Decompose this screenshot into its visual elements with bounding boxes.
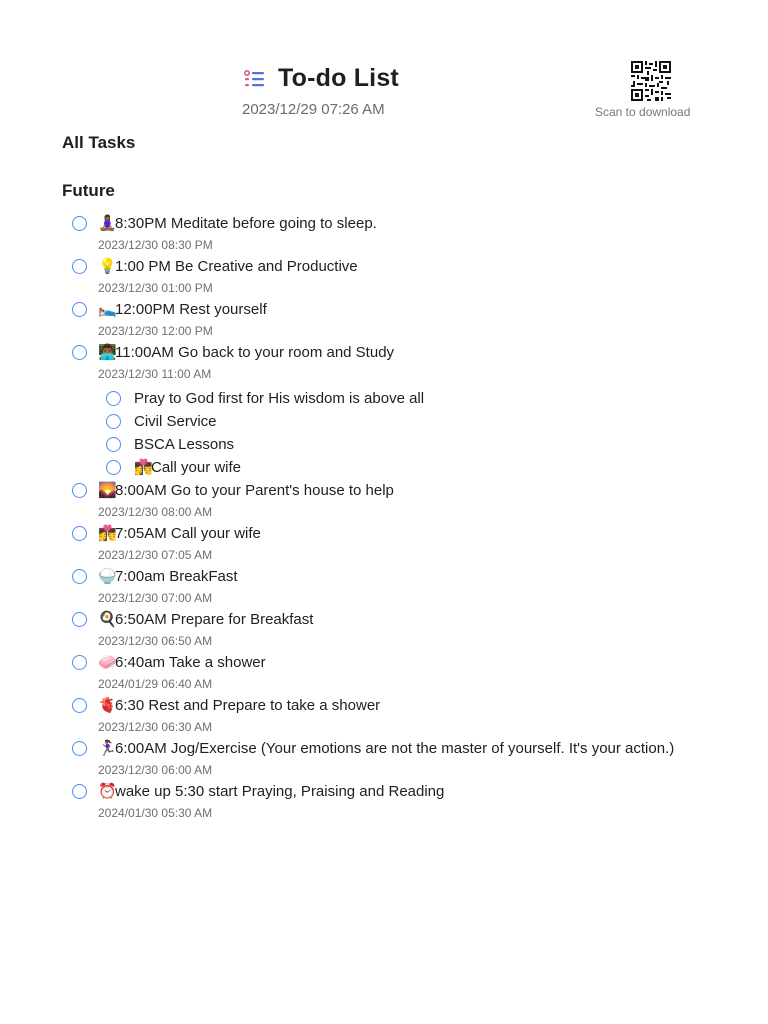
task-item[interactable] [62, 524, 702, 564]
task-title[interactable] [98, 300, 702, 320]
subtask-title-text: BSCA Lessons [134, 436, 235, 453]
task-emoji: ⏰ [98, 783, 117, 800]
task-title[interactable] [98, 524, 702, 544]
task-due-date: 2024/01/30 05:30 AM [98, 806, 213, 820]
task-title[interactable] [98, 782, 702, 802]
task-list [62, 214, 702, 825]
task-emoji: 🛌 [98, 301, 117, 318]
subtask-item[interactable] [62, 458, 702, 481]
task-due-date: 2023/12/30 08:30 PM [98, 238, 213, 252]
subtask-emoji: 👩‍❤️‍💋‍👨 [134, 459, 153, 476]
subtask-title[interactable] [134, 458, 702, 478]
qr-caption: Scan to download [595, 105, 691, 119]
task-title-text: 6:50AM Prepare for Breakfast [115, 611, 314, 628]
subtask-checkbox[interactable] [106, 437, 121, 452]
task-emoji: 🌄 [98, 482, 117, 499]
task-title[interactable] [98, 567, 702, 587]
task-checkbox[interactable] [72, 612, 87, 627]
task-emoji: 💡 [98, 258, 117, 275]
task-item[interactable] [62, 739, 702, 779]
subtask-title[interactable] [134, 412, 702, 432]
subtask-item[interactable] [62, 389, 702, 412]
task-due-date: 2023/12/30 07:00 AM [98, 591, 213, 605]
task-item[interactable] [62, 782, 702, 822]
task-item[interactable] [62, 653, 702, 693]
task-checkbox[interactable] [72, 569, 87, 584]
task-checkbox[interactable] [72, 741, 87, 756]
task-checkbox[interactable] [72, 483, 87, 498]
qr-code-icon[interactable] [631, 61, 671, 101]
task-title-text: 6:30 Rest and Prepare to take a shower [115, 697, 381, 714]
task-due-date: 2023/12/30 06:30 AM [98, 720, 213, 734]
task-title[interactable] [98, 610, 702, 630]
page-title: To-do List [278, 64, 399, 92]
task-emoji: 🧘🏾‍♀️ [98, 215, 117, 232]
export-datetime: 2023/12/29 07:26 AM [242, 101, 385, 118]
task-item[interactable] [62, 257, 702, 297]
task-due-date: 2023/12/30 12:00 PM [98, 324, 213, 338]
title-row [242, 64, 399, 93]
task-due-date: 2023/12/30 08:00 AM [98, 505, 213, 519]
task-checkbox[interactable] [72, 526, 87, 541]
subtask-title-text: Pray to God first for His wisdom is above all [134, 390, 425, 407]
task-emoji: 🍳 [98, 611, 117, 628]
task-emoji: 🧼 [98, 654, 117, 671]
task-title-text: 8:30PM Meditate before going to sleep. [115, 215, 377, 232]
subtask-title-text: Call your wife [151, 459, 242, 476]
task-due-date: 2023/12/30 01:00 PM [98, 281, 213, 295]
task-title-text: 8:00AM Go to your Parent's house to help [115, 482, 394, 499]
subtask-title[interactable] [134, 435, 702, 455]
task-emoji: 👨🏾‍💻 [98, 344, 117, 361]
task-due-date: 2023/12/30 06:00 AM [98, 763, 213, 777]
task-title-text: 7:05AM Call your wife [115, 525, 261, 542]
task-title-text: wake up 5:30 start Praying, Praising and Reading [115, 783, 445, 800]
task-item[interactable] [62, 343, 702, 383]
task-checkbox[interactable] [72, 302, 87, 317]
subtask-checkbox[interactable] [106, 460, 121, 475]
task-title-text: 1:00 PM Be Creative and Productive [115, 258, 358, 275]
task-title[interactable] [98, 214, 702, 234]
task-title[interactable] [98, 739, 702, 759]
task-due-date: 2023/12/30 06:50 AM [98, 634, 213, 648]
task-item[interactable] [62, 567, 702, 607]
task-title[interactable] [98, 481, 702, 501]
subtask-item[interactable] [62, 412, 702, 435]
task-item[interactable] [62, 300, 702, 340]
subtask-list [62, 389, 702, 481]
task-item[interactable] [62, 214, 702, 254]
task-title-text: 12:00PM Rest yourself [115, 301, 267, 318]
task-checkbox[interactable] [72, 784, 87, 799]
task-checkbox[interactable] [72, 698, 87, 713]
task-title[interactable] [98, 343, 702, 363]
subtask-item[interactable] [62, 435, 702, 458]
task-emoji: 🫀 [98, 697, 117, 714]
task-title-text: 6:00AM Jog/Exercise (Your emotions are not the master of yourself. It's your action.) [115, 740, 675, 757]
task-title-text: 6:40am Take a shower [115, 654, 266, 671]
task-emoji: 🍚 [98, 568, 117, 585]
task-emoji: 🏃🏾‍♀️ [98, 740, 117, 757]
task-emoji: 👩‍❤️‍💋‍👨 [98, 525, 117, 542]
section-heading-future: Future [62, 181, 115, 200]
task-title-text: 11:00AM Go back to your room and Study [115, 344, 395, 361]
subtask-title[interactable] [134, 389, 702, 409]
task-title-text: 7:00am BreakFast [115, 568, 238, 585]
task-title[interactable] [98, 696, 702, 716]
subtask-title-text: Civil Service [134, 413, 217, 430]
checklist-icon [242, 67, 266, 91]
task-checkbox[interactable] [72, 216, 87, 231]
subtask-checkbox[interactable] [106, 391, 121, 406]
task-item[interactable] [62, 481, 702, 521]
task-item[interactable] [62, 696, 702, 736]
task-item[interactable] [62, 610, 702, 650]
task-due-date: 2024/01/29 06:40 AM [98, 677, 213, 691]
subtask-checkbox[interactable] [106, 414, 121, 429]
section-heading-all-tasks: All Tasks [62, 133, 136, 152]
page-header [0, 0, 768, 130]
task-checkbox[interactable] [72, 345, 87, 360]
task-checkbox[interactable] [72, 655, 87, 670]
task-title[interactable] [98, 257, 702, 277]
task-checkbox[interactable] [72, 259, 87, 274]
task-due-date: 2023/12/30 07:05 AM [98, 548, 213, 562]
task-title[interactable] [98, 653, 702, 673]
task-due-date: 2023/12/30 11:00 AM [98, 367, 212, 381]
